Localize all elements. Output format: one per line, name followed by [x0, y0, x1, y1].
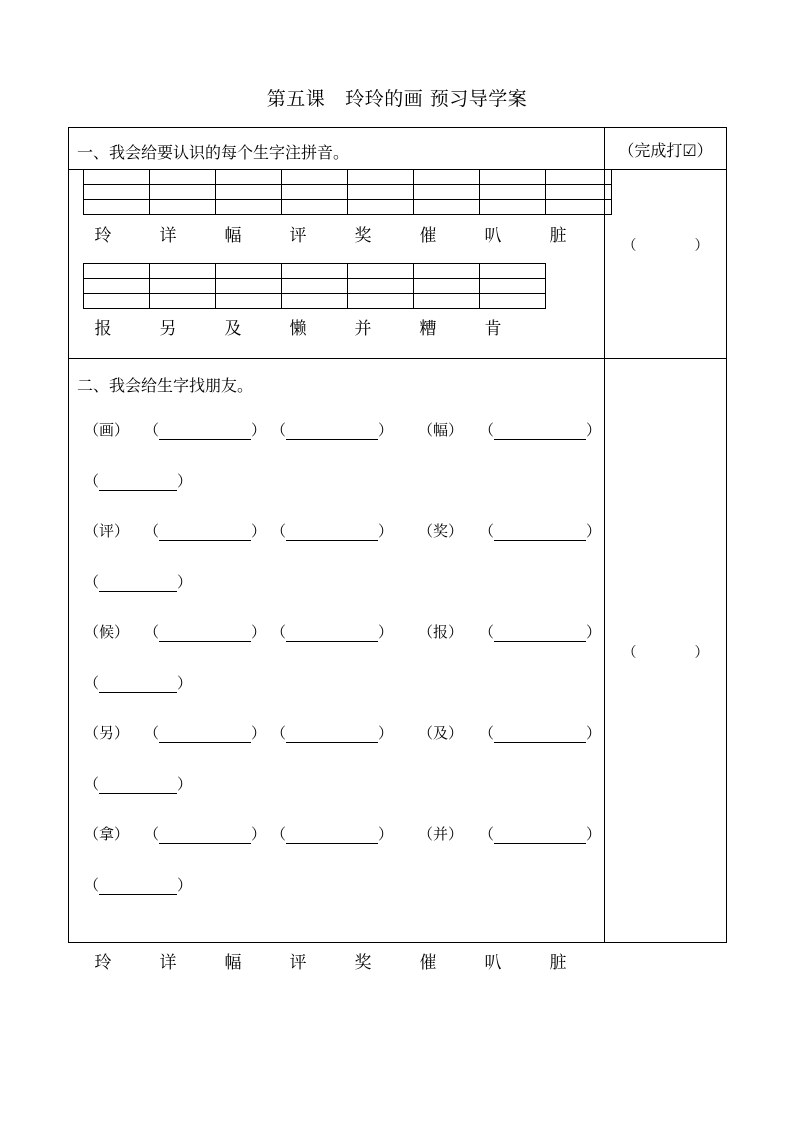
blank-field[interactable] — [479, 823, 601, 844]
section2-check[interactable]: （ ） — [622, 645, 709, 661]
blank-line[interactable] — [286, 425, 378, 440]
paren-close: ） — [177, 775, 193, 793]
pinyin-cell[interactable] — [84, 294, 150, 309]
done-label: （完成打☑） — [618, 141, 713, 160]
paren-close: ） — [177, 573, 193, 591]
blank-line[interactable] — [99, 577, 177, 592]
paren-open: （ — [84, 876, 100, 894]
hanzi-char: 另 — [159, 319, 177, 339]
blank-field[interactable] — [144, 823, 266, 844]
blank-field[interactable] — [84, 672, 192, 693]
paren-close: ） — [251, 623, 267, 641]
section1-heading: 一、我会给要认识的每个生字注拼音。 — [77, 143, 350, 162]
pinyin-cell[interactable] — [150, 294, 216, 309]
hanzi-char: 糟 — [419, 319, 437, 339]
pinyin-cell[interactable] — [84, 185, 150, 200]
pinyin-cell[interactable] — [480, 294, 546, 309]
target-char: （并） — [418, 825, 464, 843]
pinyin-cell[interactable] — [216, 294, 282, 309]
blank-line[interactable] — [99, 880, 177, 895]
pinyin-cell[interactable] — [546, 200, 612, 215]
pinyin-cell[interactable] — [150, 200, 216, 215]
hanzi-char: 并 — [354, 319, 372, 339]
blank-line[interactable] — [494, 627, 586, 642]
blank-field[interactable] — [479, 520, 601, 541]
blank-line[interactable] — [494, 526, 586, 541]
title-lesson: 第五课 — [266, 88, 326, 110]
pinyin-cell[interactable] — [84, 264, 150, 279]
paren-open: （ — [271, 724, 287, 742]
blank-line[interactable] — [99, 476, 177, 491]
pinyin-grid-row1[interactable] — [83, 169, 612, 215]
paren-close: ） — [586, 825, 602, 843]
paren-open: （ — [479, 623, 495, 641]
blank-field[interactable] — [144, 520, 266, 541]
paren-open: （ — [479, 724, 495, 742]
hanzi-char: 及 — [224, 319, 242, 339]
blank-line[interactable] — [99, 779, 177, 794]
target-char: （幅） — [418, 421, 464, 439]
pinyin-cell[interactable] — [546, 185, 612, 200]
blank-field[interactable] — [271, 722, 393, 743]
pinyin-grid-row2[interactable] — [83, 263, 546, 309]
blank-line[interactable] — [286, 526, 378, 541]
pinyin-cell[interactable] — [348, 185, 414, 200]
section-divider — [68, 358, 727, 359]
pinyin-cell[interactable] — [414, 200, 480, 215]
pinyin-cell[interactable] — [150, 279, 216, 294]
hanzi-char: 叭 — [484, 226, 502, 246]
blank-field[interactable] — [271, 419, 393, 440]
pinyin-cell[interactable] — [546, 170, 612, 185]
section1-check[interactable]: （ ） — [622, 238, 709, 254]
hanzi-char: 奖 — [354, 953, 372, 973]
paren-open: （ — [479, 825, 495, 843]
pinyin-cell[interactable] — [150, 264, 216, 279]
pinyin-cell[interactable] — [348, 294, 414, 309]
blank-field[interactable] — [479, 722, 601, 743]
blank-line[interactable] — [494, 728, 586, 743]
pinyin-cell[interactable] — [414, 185, 480, 200]
pinyin-cell[interactable] — [216, 264, 282, 279]
target-char: （拿） — [84, 825, 130, 843]
pinyin-cell[interactable] — [480, 264, 546, 279]
paren-open: （ — [144, 825, 160, 843]
hanzi-char: 报 — [94, 319, 112, 339]
pinyin-cell[interactable] — [414, 264, 480, 279]
target-char: （画） — [84, 421, 130, 439]
blank-field[interactable] — [479, 419, 601, 440]
paren-close: ） — [177, 472, 193, 490]
hanzi-char: 肯 — [484, 319, 502, 339]
paren-close: ） — [177, 876, 193, 894]
paren-open: （ — [84, 573, 100, 591]
hanzi-char: 幅 — [224, 953, 242, 973]
pinyin-cell[interactable] — [282, 264, 348, 279]
paren-open: （ — [84, 472, 100, 490]
hanzi-char: 玲 — [94, 226, 112, 246]
target-char: （候） — [84, 623, 130, 641]
hanzi-char: 玲 — [94, 953, 112, 973]
pinyin-cell[interactable] — [282, 200, 348, 215]
blank-line[interactable] — [159, 425, 251, 440]
paren-close: ） — [251, 522, 267, 540]
blank-field[interactable] — [84, 874, 192, 895]
pinyin-cell[interactable] — [282, 294, 348, 309]
pinyin-cell[interactable] — [216, 170, 282, 185]
hanzi-char: 评 — [289, 226, 307, 246]
pinyin-cell[interactable] — [282, 170, 348, 185]
blank-line[interactable] — [159, 829, 251, 844]
paren-close: ） — [586, 724, 602, 742]
paren-close: ） — [586, 421, 602, 439]
blank-line[interactable] — [159, 728, 251, 743]
paren-open: （ — [479, 522, 495, 540]
paren-close: ） — [251, 825, 267, 843]
blank-line[interactable] — [99, 678, 177, 693]
pinyin-cell[interactable] — [414, 294, 480, 309]
paren-close: ） — [251, 724, 267, 742]
pinyin-cell[interactable] — [480, 170, 546, 185]
blank-line[interactable] — [159, 627, 251, 642]
target-char: （报） — [418, 623, 464, 641]
target-char: （另） — [84, 724, 130, 742]
blank-field[interactable] — [144, 419, 266, 440]
paren-open: （ — [84, 775, 100, 793]
pinyin-cell[interactable] — [84, 200, 150, 215]
blank-line[interactable] — [494, 829, 586, 844]
pinyin-cell[interactable] — [480, 279, 546, 294]
pinyin-cell[interactable] — [348, 200, 414, 215]
pinyin-cell[interactable] — [348, 170, 414, 185]
hanzi-char: 脏 — [549, 226, 567, 246]
paren-open: （ — [271, 421, 287, 439]
blank-field[interactable] — [144, 722, 266, 743]
pinyin-cell[interactable] — [282, 279, 348, 294]
target-char: （及） — [418, 724, 464, 742]
pinyin-cell[interactable] — [84, 279, 150, 294]
pinyin-cell[interactable] — [150, 170, 216, 185]
hanzi-char: 脏 — [549, 953, 567, 973]
paren-close: ） — [378, 724, 394, 742]
pinyin-cell[interactable] — [282, 185, 348, 200]
pinyin-cell[interactable] — [84, 170, 150, 185]
hanzi-char: 评 — [289, 953, 307, 973]
blank-field[interactable] — [84, 571, 192, 592]
blank-field[interactable] — [144, 621, 266, 642]
pinyin-cell[interactable] — [216, 200, 282, 215]
hanzi-char: 催 — [419, 953, 437, 973]
paren-close: ） — [586, 623, 602, 641]
section2-heading: 二、我会给生字找朋友。 — [77, 376, 254, 395]
target-char: （评） — [84, 522, 130, 540]
paren-open: （ — [271, 522, 287, 540]
blank-line[interactable] — [286, 829, 378, 844]
blank-line[interactable] — [494, 425, 586, 440]
hanzi-char: 催 — [419, 226, 437, 246]
blank-field[interactable] — [84, 470, 192, 491]
hanzi-char: 详 — [159, 953, 177, 973]
blank-line[interactable] — [286, 728, 378, 743]
paren-close: ） — [378, 421, 394, 439]
title-text: 玲玲的画 预习导学案 — [345, 88, 528, 110]
paren-close: ） — [378, 522, 394, 540]
blank-field[interactable] — [84, 773, 192, 794]
hanzi-char: 叭 — [484, 953, 502, 973]
paren-close: ） — [251, 421, 267, 439]
paren-close: ） — [177, 674, 193, 692]
pinyin-cell[interactable] — [414, 170, 480, 185]
paren-open: （ — [144, 421, 160, 439]
pinyin-cell[interactable] — [348, 279, 414, 294]
target-char: （奖） — [418, 522, 464, 540]
blank-field[interactable] — [271, 823, 393, 844]
hanzi-char: 懒 — [289, 319, 307, 339]
paren-open: （ — [479, 421, 495, 439]
pinyin-cell[interactable] — [480, 200, 546, 215]
blank-field[interactable] — [271, 621, 393, 642]
paren-open: （ — [84, 674, 100, 692]
paren-open: （ — [144, 623, 160, 641]
blank-field[interactable] — [271, 520, 393, 541]
paren-close: ） — [586, 522, 602, 540]
pinyin-cell[interactable] — [348, 264, 414, 279]
hanzi-char: 幅 — [224, 226, 242, 246]
paren-open: （ — [271, 825, 287, 843]
blank-field[interactable] — [479, 621, 601, 642]
pinyin-cell[interactable] — [216, 185, 282, 200]
pinyin-cell[interactable] — [480, 185, 546, 200]
paren-close: ） — [378, 623, 394, 641]
blank-line[interactable] — [286, 627, 378, 642]
page-title — [0, 84, 794, 111]
paren-close: ） — [378, 825, 394, 843]
pinyin-cell[interactable] — [414, 279, 480, 294]
hanzi-char: 详 — [159, 226, 177, 246]
blank-line[interactable] — [159, 526, 251, 541]
pinyin-cell[interactable] — [216, 279, 282, 294]
paren-open: （ — [144, 724, 160, 742]
pinyin-cell[interactable] — [150, 185, 216, 200]
paren-open: （ — [271, 623, 287, 641]
paren-open: （ — [144, 522, 160, 540]
hanzi-char: 奖 — [354, 226, 372, 246]
